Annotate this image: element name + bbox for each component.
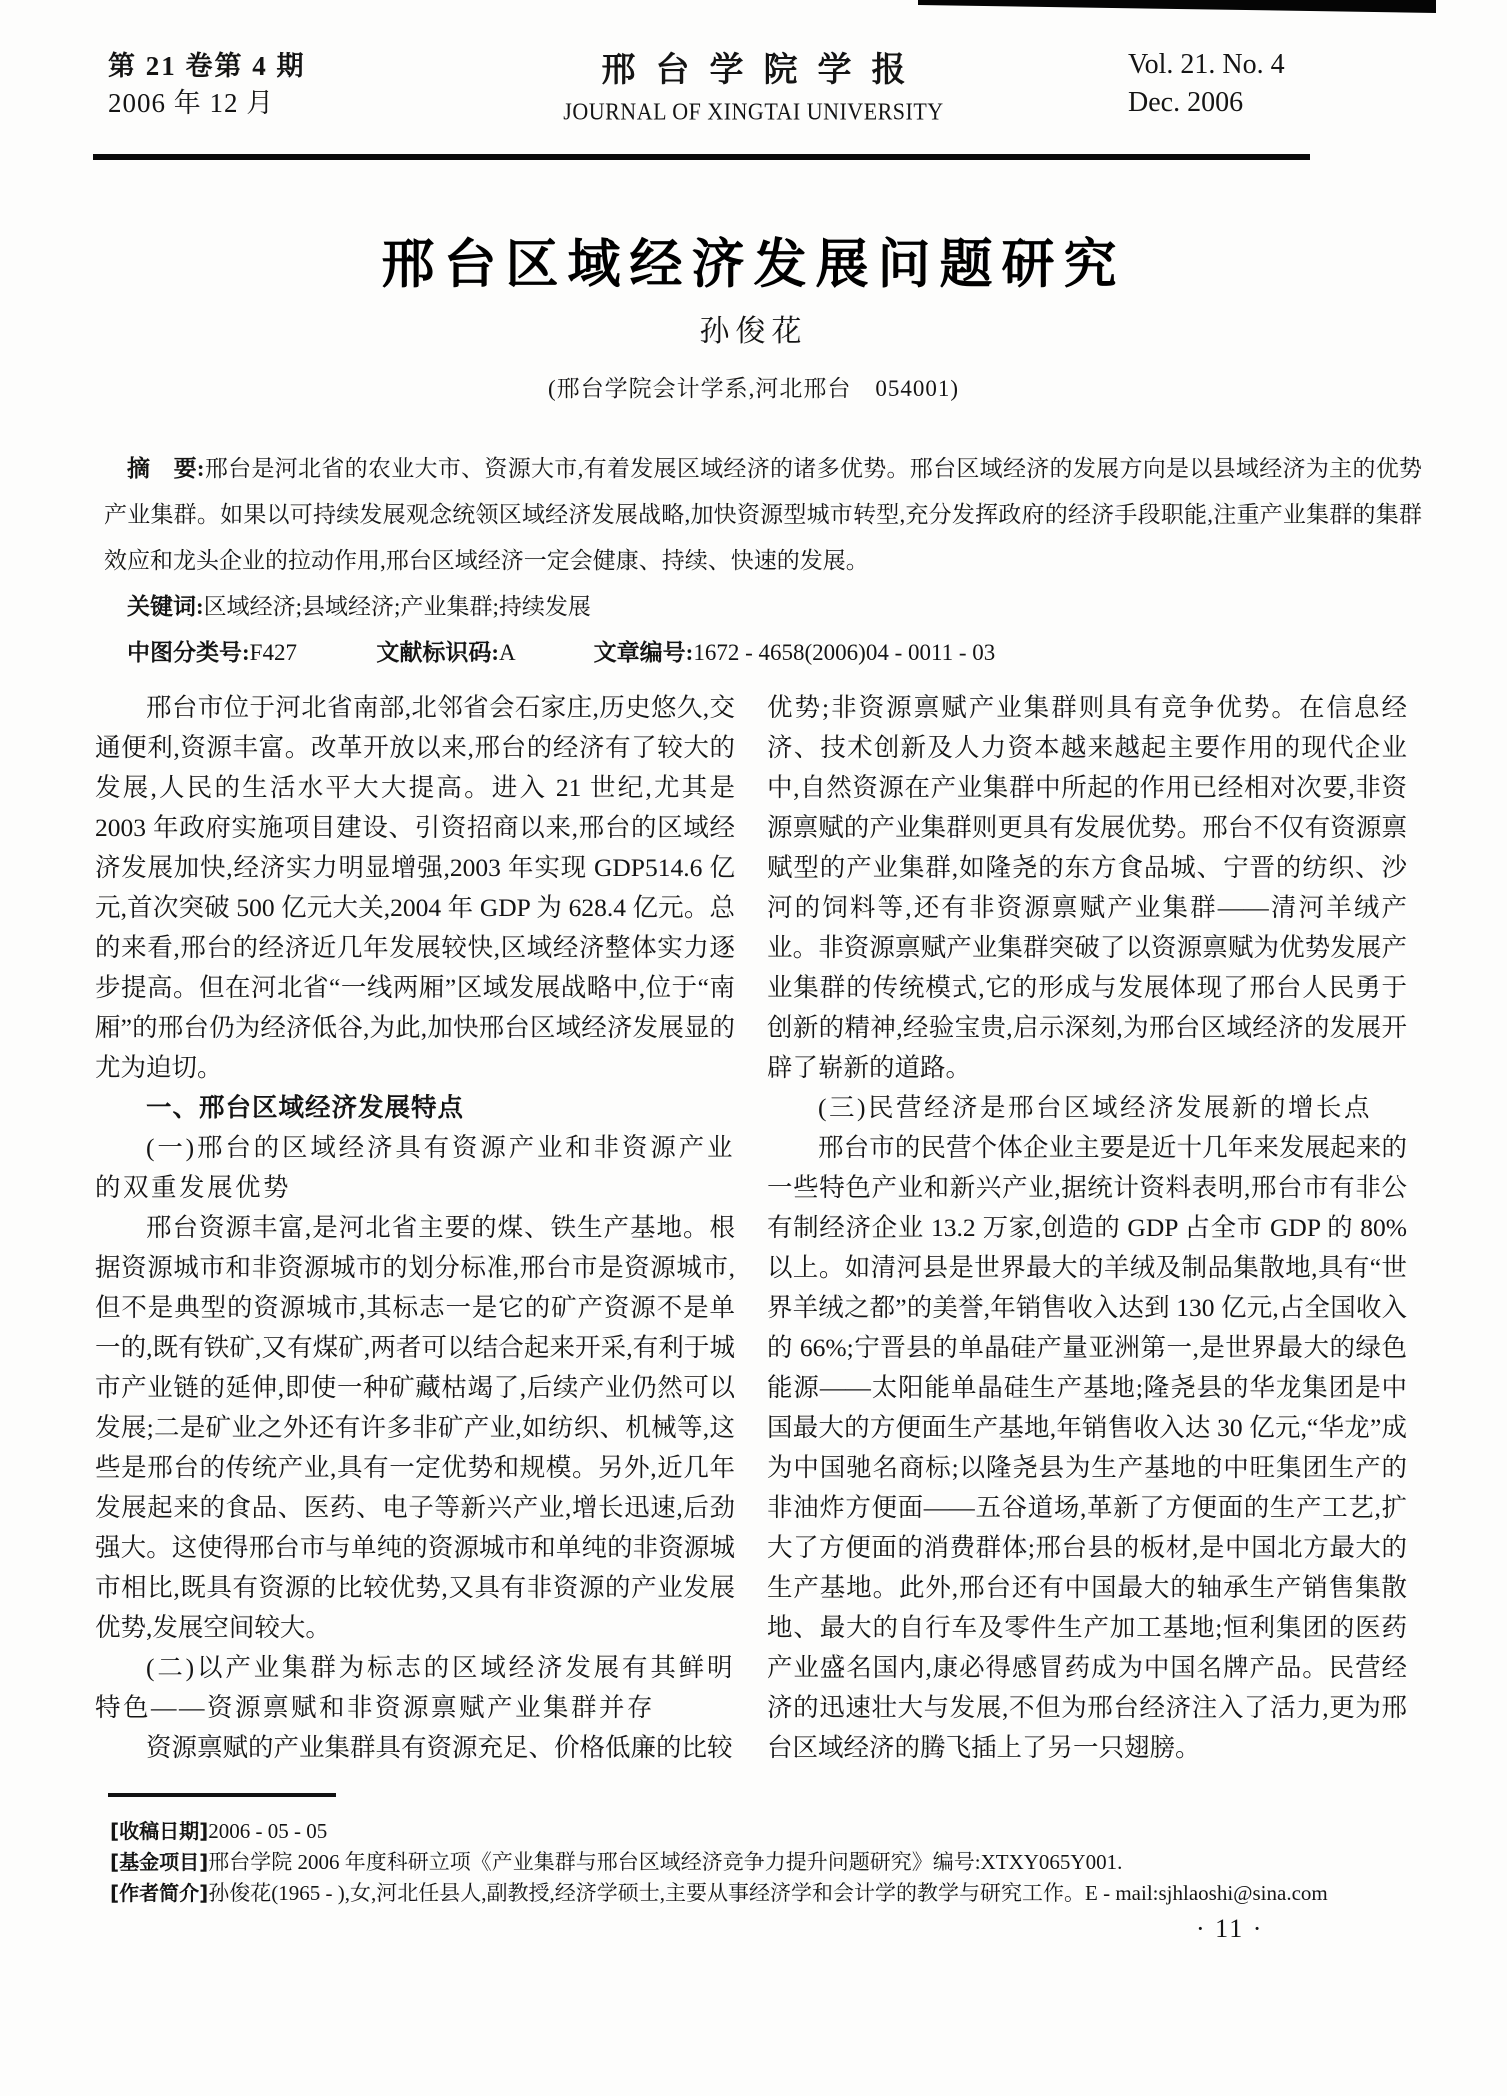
- meta-block: [104, 446, 1422, 676]
- paragraph: 邢台市位于河北省南部,北邻省会石家庄,历史悠久,交通便利,资源丰富。改革开放以来,邢台的经济有了较大的发展,人民的生活水平大大提高。进入 21 世纪,尤其是 2003 年政府实施项目建设、引资招商以来,邢台的区域经济发展加快,经济实力明显增强,2003 年实现 GDP514.6 亿元,首次突破 500 亿元大关,2004 年 GDP 为 628.4 亿元。总的来看,邢台的经济近几年发展较快,区域经济整体实力逐步提高。但在河北省“一线两厢”区域发展战略中,位于“南厢”的邢台仍为经济低谷,为此,加快邢台区域经济发展显的尤为迫切。: [95, 693, 735, 1082]
- scan-artifact-bar: [918, 0, 1436, 13]
- article-body: [95, 688, 1407, 1778]
- footnote-label: [作者简介]: [110, 1881, 209, 1905]
- volume-issue-cn: 第 21 卷第 4 期: [108, 51, 306, 81]
- paragraph: 资源禀赋的产业集群具有资源充足、价格低廉的比较: [146, 1733, 733, 1762]
- paragraph: 优势;非资源禀赋产业集群则具有竞争优势。在信息经济、技术创新及人力资本越来越起主要作用的现代企业中,自然资源在产业集群中所起的作用已经相对次要,非资源禀赋的产业集群则更具有发展优势。邢台不仅有资源禀赋型的产业集群,如隆尧的东方食品城、宁晋的纺织、沙河的饲料等,还有非资源禀赋产业集群——清河羊绒产业。非资源禀赋产业集群突破了以资源禀赋为优势发展产业集群的传统模式,它的形成与发展体现了邢台人民勇于创新的精神,经验宝贵,启示深刻,为邢台区域经济的发展开辟了崭新的道路。: [767, 693, 1407, 1082]
- keywords: [104, 584, 1422, 630]
- journal-title-en: JOURNAL OF XINGTAI UNIVERSITY: [563, 97, 944, 125]
- footnote-label: [收稿日期]: [110, 1819, 209, 1843]
- doc-code-value: A: [498, 640, 515, 665]
- left-column: [95, 688, 735, 1778]
- footnote-rule: [108, 1793, 336, 1797]
- paragraph: 邢台市的民营个体企业主要是近十几年来发展起来的一些特色产业和新兴产业,据统计资料表明,邢台市有非公有制经济企业 13.2 万家,创造的 GDP 占全市 GDP 的 80%以上。如清河县是世界最大的羊绒及制品集散地,具有“世界羊绒之都”的美誉,年销售收入达到 130 亿元,占全国收入的 66%;宁晋县的单晶硅产量亚洲第一,是世界最大的绿色能源——太阳能单晶硅生产基地;隆尧县的华龙集团是中国最大的方便面生产基地,年销售收入达 30 亿元,“华龙”成为中国驰名商标;以隆尧县为生产基地的中旺集团生产的非油炸方便面——五谷道场,革新了方便面的生产工艺,扩大了方便面的消费群体;邢台县的板材,是中国北方最大的生产基地。此外,邢台还有中国最大的轴承生产销售集散地、最大的自行车及零件生产加工基地;恒利集团的医药产业盛名国内,康必得感冒药成为中国名牌产品。民营经济的迅速壮大与发展,不但为邢台经济注入了活力,更为邢台区域经济的腾飞插上了另一只翅膀。: [767, 1133, 1407, 1762]
- subsection-heading: (二)以产业集群为标志的区域经济发展有其鲜明特色——资源禀赋和非资源禀赋产业集群并存: [95, 1653, 735, 1722]
- header-rule: [93, 154, 1310, 160]
- issue-date-cn: 2006 年 12 月: [108, 88, 275, 118]
- subsection-heading: (一)邢台的区域经济具有资源产业和非资源产业的双重发展优势: [95, 1133, 735, 1202]
- article-id-value: 1672 - 4658(2006)04 - 0011 - 03: [693, 640, 996, 665]
- keywords-text: 区域经济;县域经济;产业集群;持续发展: [203, 594, 591, 619]
- footnote-text: 2006 - 05 - 05: [208, 1819, 328, 1843]
- clc-label: 中图分类号:: [127, 640, 250, 665]
- issue-date-en: Dec. 2006: [1128, 87, 1244, 118]
- page-number: · 11 ·: [1196, 1914, 1264, 1943]
- subsection-heading: (三)民营经济是邢台区域经济发展新的增长点: [818, 1093, 1372, 1122]
- volume-issue-en: Vol. 21. No. 4: [1128, 49, 1285, 80]
- classification-line: [104, 630, 1422, 676]
- footnote-line: [110, 1847, 1420, 1878]
- footnote-label: [基金项目]: [110, 1850, 209, 1874]
- footnote-text: 邢台学院 2006 年度科研立项《产业集群与邢台区域经济竞争力提升问题研究》编号:XTXY065Y001.: [208, 1850, 1123, 1874]
- author-name: 孙俊花: [699, 315, 808, 348]
- abstract: [104, 446, 1422, 584]
- footnote-text: 孙俊花(1965 - ),女,河北任县人,副教授,经济学硕士,主要从事经济学和会计学的教学与研究工作。E - mail:sjhlaoshi@sina.com: [208, 1881, 1328, 1905]
- section-heading: 一、邢台区域经济发展特点: [146, 1093, 465, 1123]
- header-right: [1128, 46, 1285, 122]
- keywords-label: 关键词:: [127, 594, 204, 619]
- author-affiliation: (邢台学院会计学系,河北邢台 054001): [547, 376, 960, 401]
- footnotes: [110, 1816, 1420, 1909]
- abstract-text: 邢台是河北省的农业大市、资源大市,有着发展区域经济的诸多优势。邢台区域经济的发展方向是以县域经济为主的优势产业集群。如果以可持续发展观念统领区域经济发展战略,加快资源型城市转型,充分发挥政府的经济手段职能,注重产业集群的集群效应和龙头企业的拉动作用,邢台区域经济一定会健康、持续、快速的发展。: [104, 456, 1423, 573]
- journal-title-cn: 邢台学院学报: [601, 52, 926, 89]
- abstract-label: 摘 要:: [127, 456, 205, 481]
- footnote-line: [110, 1878, 1420, 1909]
- article-title: 邢台区域经济发展问题研究: [381, 234, 1126, 295]
- paragraph: 邢台资源丰富,是河北省主要的煤、铁生产基地。根据资源城市和非资源城市的划分标准,邢台市是资源城市,但不是典型的资源城市,其标志一是它的矿产资源不是单一的,既有铁矿,又有煤矿,两者可以结合起来开采,有利于城市产业链的延伸,即使一种矿藏枯竭了,后续产业仍然可以发展;二是矿业之外还有许多非矿产业,如纺织、机械等,这些是邢台的传统产业,具有一定优势和规模。另外,近几年发展起来的食品、医药、电子等新兴产业,增长迅速,后劲强大。这使得邢台市与单纯的资源城市和单纯的非资源城市相比,既具有资源的比较优势,又具有非资源的产业发展优势,发展空间较大。: [95, 1213, 735, 1642]
- footnote-line: [110, 1816, 1420, 1847]
- doc-code-label: 文献标识码:: [376, 640, 499, 665]
- clc-value: F427: [249, 640, 297, 665]
- right-column: [767, 688, 1407, 1778]
- article-id-label: 文章编号:: [593, 640, 694, 665]
